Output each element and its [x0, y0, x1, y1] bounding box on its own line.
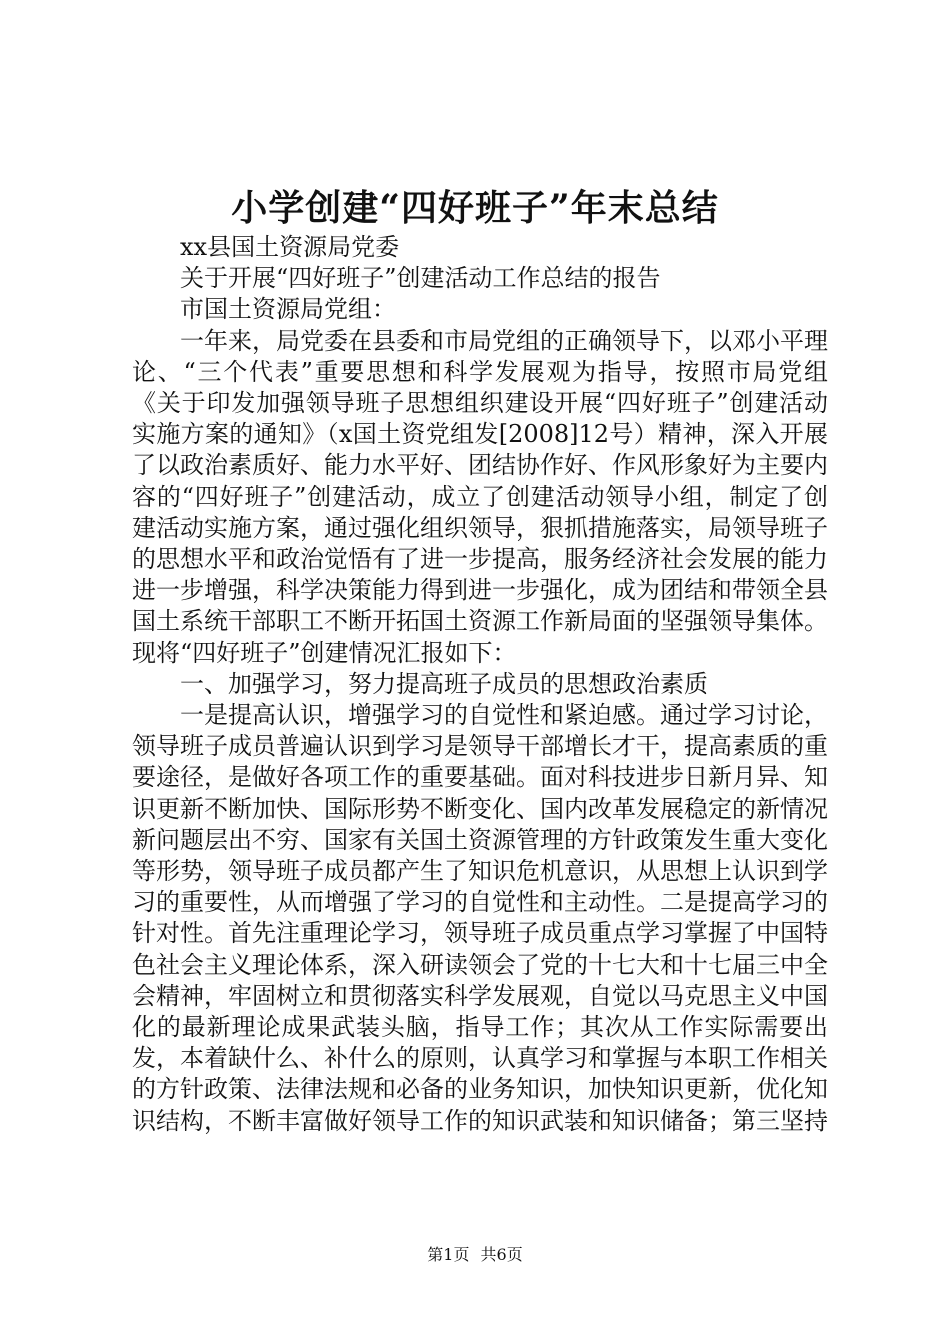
page-footer — [0, 1244, 950, 1266]
issuer-line: xx县国土资源局党委 — [180, 233, 400, 261]
document-body — [132, 232, 828, 1137]
page-number: 第1页 — [427, 1245, 470, 1264]
report-subject-line: 关于开展“四好班子”创建活动工作总结的报告 — [180, 264, 661, 293]
section-heading: 一、加强学习，努力提高班子成员的思想政治素质 — [180, 669, 708, 698]
body-paragraph: 一年来，局党委在县委和市局党组的正确领导下，以邓小平理论、“三个代表”重要思想和科学发展观为指导，按照市局党组《关于印发加强领导班子思想组织建设开展“四好班子”创建活动实施方案的通知》（x国土资党组发[2008]12号）精神，深入开展了以政治素质好、能力水平好、团结协作好、作风形象好为主要内容的“四好班子”创建活动，成立了创建活动领导小组，制定了创建活动实施方案，通过强化组织领导，狠抓措施落实，局领导班子的思想水平和政治觉悟有了进一步提高，服务经济社会发展的能力进一步增强，科学决策能力得到进一步强化，成为团结和带领全县国土系统干部职工不断开拓国土资源工作新局面的坚强领导集体。现将“四好班子”创建情况汇报如下： — [132, 326, 828, 667]
document-title: 小学创建“四好班子”年末总结 — [231, 187, 719, 229]
body-paragraph: 一是提高认识，增强学习的自觉性和紧迫感。通过学习讨论，领导班子成员普遍认识到学习是领导干部增长才干，提高素质的重要途径，是做好各项工作的重要基础。面对科技进步日新月异、知识更新不断加快、国际形势不断变化、国内改革发展稳定的新情况新问题层出不穷、国家有关国土资源管理的方针政策发生重大变化等形势，领导班子成员都产生了知识危机意识，从思想上认识到学习的重要性，从而增强了学习的自觉性和主动性。二是提高学习的针对性。首先注重理论学习，领导班子成员重点学习掌握了中国特色社会主义理论体系，深入研读领会了党的十七大和十七届三中全会精神，牢固树立和贯彻落实科学发展观，自觉以马克思主义中国化的最新理论成果武装头脑，指导工作；其次从工作实际需要出发，本着缺什么、补什么的原则，认真学习和掌握与本职工作相关的方针政策、法律法规和必备的业务知识，加快知识更新，优化知识结构，不断丰富做好领导工作的知识武装和知识储备；第三坚持 — [132, 701, 828, 1135]
page-total: 共6页 — [480, 1245, 523, 1264]
recipient-line: 市国土资源局党组： — [180, 295, 396, 324]
